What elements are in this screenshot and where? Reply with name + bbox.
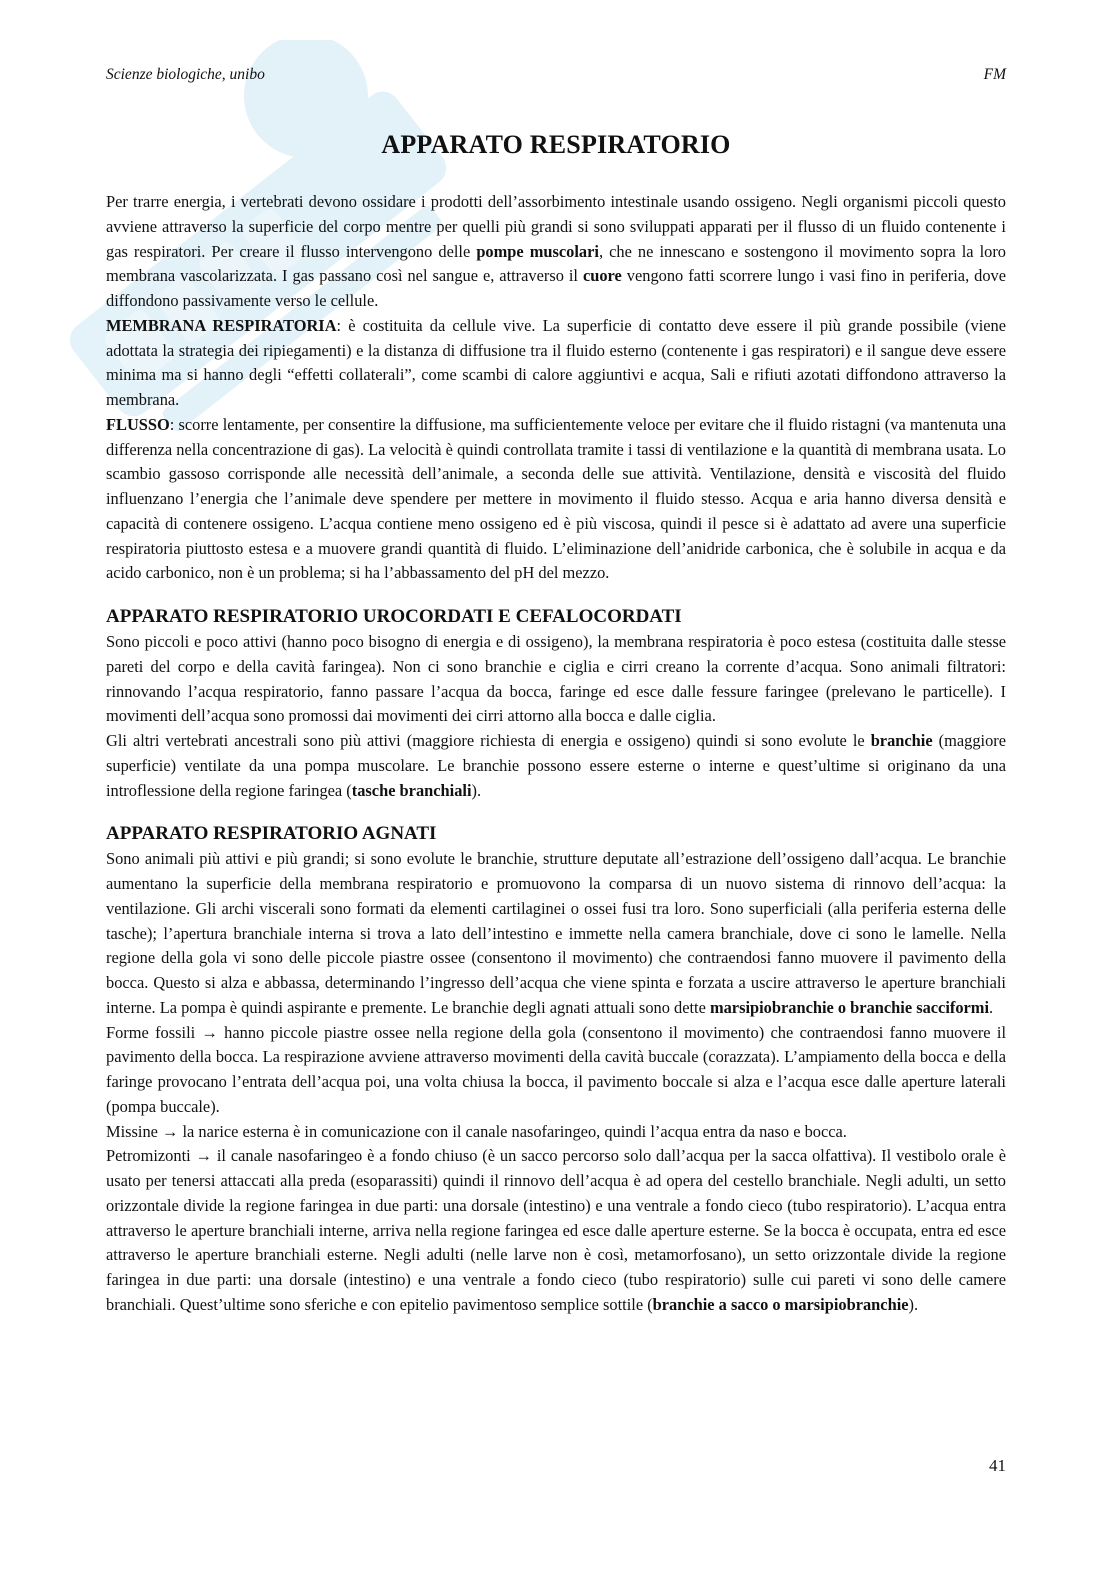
- missine-paragraph: Missine → la narice esterna è in comunicazione con il canale nasofaringeo, quindi l’acqua entra da naso e bocca.: [106, 1121, 847, 1141]
- urocordati-paragraph: Sono piccoli e poco attivi (hanno poco bisogno di energia e di ossigeno), la membrana respiratoria è poco estesa (costituita dalle stesse pareti del corpo e della cavità faringea). Non ci sono branchie e ciglia e cirri creano la corrente d’acqua. Sono animali filtratori: rinnovando l’acqua respiratorio, fanno passare l’acqua da bocca, faringe ed esce dalle fessure faringee (prelevano le particelle). I movimenti dell’acqua sono promossi dai movimenti dei cirri attorno alla bocca e dalle ciglia.: [106, 632, 1006, 726]
- section-heading-urocordati: APPARATO RESPIRATORIO UROCORDATI E CEFALOCORDATI: [106, 606, 682, 627]
- agnati-paragraph: Sono animali più attivi e più grandi; si sono evolute le branchie, strutture deputate all’estrazione dell’ossigeno dall’acqua. Le branchie aumentano la superficie della membrana respiratorio e promuovono la comparsa di un nuovo sistema di rinnovo dell’acqua: la ventilazione. Gli archi viscerali sono formati da elementi cartilaginei o ossei fusi tra loro. Sono superficiali (alla periferia esterna delle tasche); l’apertura branchiale interna si trova a lato dell’intestino e immette nella camera branchiale, dove ci sono le lamelle. Nella regione della gola vi sono delle piccole piastre ossee (consentono il movimento) che contraendosi fanno muovere il pavimento della bocca. Questo si alza e abbassa, determinando l’ingresso dell’acqua che viene spinta e forzata a uscire attraverso le aperture branchiali interne. La pompa è quindi aspirante e premente. Le branchie degli agnati attuali sono dette marsipiobranchie o branchie sacciformi.: [106, 849, 1006, 1017]
- header-course: Scienze biologiche, unibo: [106, 66, 265, 83]
- page-title: APPARATO RESPIRATORIO: [381, 130, 731, 159]
- document-body: [106, 190, 1006, 1318]
- header-initials: FM: [983, 66, 1006, 83]
- membrana-paragraph: MEMBRANA RESPIRATORIA: è costituita da cellule vive. La superficie di contatto deve essere il più grande possibile (viene adottata la strategia dei ripiegamenti) e la distanza di diffusione tra il fluido esterno (contenente i gas respiratori) e il sangue deve essere minima ma si hanno degli “effetti collaterali”, come scambi di calore aggiuntivi e acqua, Sali e rifiuti azotati diffondono attraverso la membrana.: [106, 315, 1006, 409]
- flusso-paragraph: FLUSSO: scorre lentamente, per consentire la diffusione, ma sufficientemente veloce per evitare che il fluido ristagni (va mantenuta una differenza nella concentrazione di gas). La velocità è quindi controllata tramite i tassi di ventilazione e la quantità di membrana usata. Lo scambio gassoso corrisponde alle necessità dell’animale, a seconda delle sue attività. Ventilazione, densità e viscosità del fluido influenzano l’energia che l’animale deve spendere per mettere in movimento il fluido stesso. Acqua e aria hanno diversa densità e capacità di contenere ossigeno. L’acqua contiene meno ossigeno ed è più viscosa, quindi il pesce si è adattato ad avere una superficie respiratoria piuttosto estesa e a muovere grandi quantità di fluido. L’eliminazione dell’anidride carbonica, che è solubile in acqua e da acido carbonico, non è un problema; si ha l’abbassamento del pH del mezzo.: [106, 414, 1006, 583]
- forme-fossili-paragraph: Forme fossili → hanno piccole piastre ossee nella regione della gola (consentono il movimento) che contraendosi fanno muovere il pavimento della bocca. La respirazione avviene attraverso movimenti della cavità buccale (corazzata). L’ampiamento della bocca e della faringe provocano l’entrata dell’acqua poi, una volta chiusa la bocca, il pavimento boccale si alza e l’acqua esce dalle aperture laterali (pompa buccale).: [106, 1022, 1006, 1116]
- page-number: 41: [989, 1456, 1006, 1475]
- intro-paragraph: Per trarre energia, i vertebrati devono ossidare i prodotti dell’assorbimento intestinale usando ossigeno. Negli organismi piccoli questo avviene attraverso la superficie del corpo mentre per quelli più grandi si sono sviluppati apparati per il flusso di un fluido contenente i gas respiratori. Per creare il flusso intervengono delle pompe muscolari, che ne innescano e sostengono il movimento sopra la loro membrana vascolarizzata. I gas passano così nel sangue e, attraverso il cuore vengono fatti scorrere lungo i vasi fino in periferia, dove diffondono passivamente verso le cellule.: [106, 192, 1006, 310]
- petromizonti-paragraph: Petromizonti → il canale nasofaringeo è a fondo chiuso (è un sacco percorso solo dall’acqua per la sacca olfattiva). Il vestibolo orale è usato per tenersi attaccati alla preda (esoparassiti) quindi il rinnovo dell’acqua è ad opera del cestello branchiale. Negli adulti, un setto orizzontale divide la regione faringea in due parti: una dorsale (intestino) e una ventrale a fondo cieco (tubo respiratorio). L’acqua entra attraverso le aperture branchiali interne, arriva nella regione faringea ed esce dalle aperture esterne. Se la bocca è occupata, entra ed esce attraverso le aperture branchiali esterne. Negli adulti (nelle larve non è così, metamorfosano), un setto orizzontale divide la regione faringea in due parti: una dorsale (intestino) e una ventrale a fondo cieco (tubo respiratorio) sulle cui pareti vi sono delle camere branchiali. Quest’ultime sono sferiche e con epitelio pavimentoso semplice sottile (branchie a sacco o marsipiobranchie).: [106, 1146, 1006, 1314]
- section-heading-agnati: APPARATO RESPIRATORIO AGNATI: [106, 823, 437, 845]
- vertebrati-paragraph: Gli altri vertebrati ancestrali sono più attivi (maggiore richiesta di energia e ossigeno) quindi si sono evolute le branchie (maggiore superficie) ventilate da una pompa muscolare. Le branchie possono essere esterne o interne e quest’ultime si originano da una introflessione della regione faringea (tasche branchiali).: [106, 731, 1007, 800]
